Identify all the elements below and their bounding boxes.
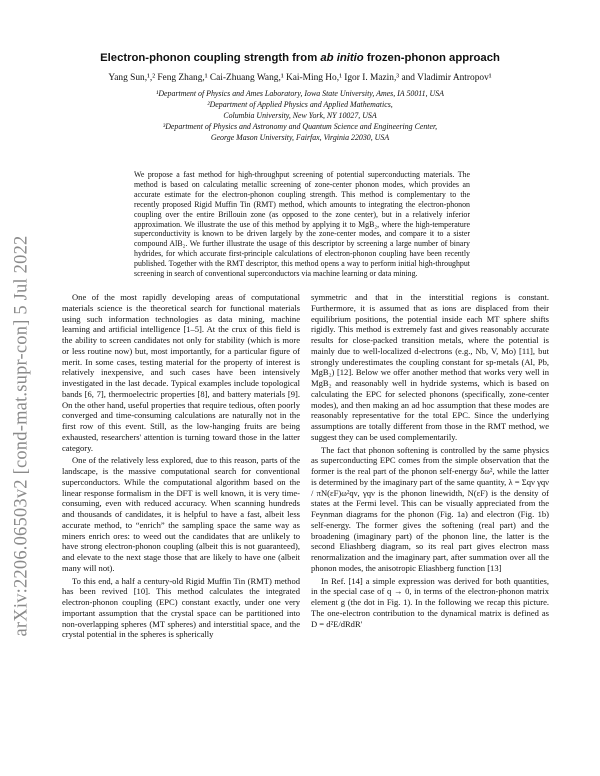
paper-title — [60, 52, 540, 64]
left-column — [62, 292, 300, 642]
affiliation-1: ¹Department of Physics and Ames Laboratory, Iowa State University, Ames, IA 50011, USA — [155, 89, 444, 98]
intro-paragraph-1: One of the most rapidly developing areas of computational materials science is the theoretical search for functional materials using such information technologies as data mining, machine learning and artificial intelligence [1–5]. At the crux of this field is the ability to screen candidates not only for stability (which is more or less routine now) but, most importantly, for a particular figure of merit. In some cases, testing material for the property of interest is relatively inexpensive, and such cases have been intensively investigated in the last decade. Typical examples include topological bands [6, 7], thermoelectric properties [8], and battery materials [9]. On the other hand, useful properties that require tedious, often poorly converged and time-consuming calculations are naturally not in the first row of this event. Still, as the low-hanging fruits are being exhausted, researchers' attention is turning toward those in the latter category. — [62, 292, 300, 453]
title-end: frozen-phonon approach — [363, 52, 500, 64]
affiliation-3-cont: George Mason University, Fairfax, Virginia 22030, USA — [210, 133, 390, 142]
intro-paragraph-2: One of the relatively less explored, due to this reason, parts of the landscape, is the massive computational search for conventional superconductors. While the computational algorithm based on the linear response formalism in the DFT is well known, it is very time-consuming, even with reduced accuracy. When scanning hundreds and thousands of candidates, it is helpful to have a fast, albeit less accurate method, to “enrich” the sampling space the same way as miners enrich ores: to weed out the candidates that are unlikely to have strong electron-phonon coupling (albeit this is not guaranteed), and elevate to the next stage those that are likely to have one (albeit many will not). — [62, 455, 300, 573]
right-paragraph-3: In Ref. [14] a simple expression was derived for both quantities, in the special case of q → 0, in terms of the electron-phonon matrix element g (the dot in Fig. 1). In the following we recap this picture. The one-electron contribution to the dynamical matrix is defined as D = d²E/dRdR′ — [311, 575, 549, 629]
title-main: Electron-phonon coupling strength from — [100, 52, 321, 64]
arxiv-sidebar — [2, 186, 42, 686]
author-list: Yang Sun,¹,² Feng Zhang,¹ Cai-Zhuang Wang,¹ Kai-Ming Ho,¹ Igor I. Mazin,³ and Vladimir Antropov¹ — [108, 73, 492, 83]
intro-paragraph-3: To this end, a half a century-old Rigid Muffin Tin (RMT) method has been revived [10]. This method calculates the integrated electron-phonon coupling (EPC) constant exactly, under one very important assumption that the crystal space can be partitioned into non-overlapping spheres (MT spheres) and interstitial space, and the crystal potential in the spheres is spherically — [62, 575, 300, 640]
arxiv-identifier: arXiv:2206.06503v2 [cond-mat.supr-con] 5 Jul 2022 — [11, 235, 32, 637]
right-paragraph-2: The fact that phonon softening is controlled by the same physics as superconducting EPC comes from the simple observation that the former is the real part of the phonon self-energy δω², while the latter is determined by the imaginary part of the same quantity, λ = Σqν γqν / πN(εF)ω²qν, γqν is the phonon linewidth, N(εF) is the density of states at the Fermi level. This can be visually appreciated from the Feynman diagrams for the phonon (Fig. 1a) and electron (Fig. 1b) self-energy. The former gives the softening (real part) and the broadening (imaginary part) of the phonon line, the latter is the second Eliashberg diagram, so its real part gives electron mass renormalization and the imaginary part, after summation over all the phonon modes, the anisotropic Eliashberg function [13] — [311, 444, 549, 573]
affiliation-2-cont: Columbia University, New York, NY 10027, USA — [223, 111, 377, 120]
title-italic: ab initio — [320, 52, 364, 64]
affiliation-3: ³Department of Physics and Astronomy and Quantum Science and Engineering Center, — [162, 122, 438, 131]
right-column — [311, 292, 549, 631]
right-paragraph-1: symmetric and that in the interstitial regions is constant. Furthermore, it is assumed that as ions are displaced from their equilibrium positions, the potential inside each MT sphere shifts rigidly. This method is extremely fast and gives reasonably accurate results for close-packed transition metals, where the potential is mainly due to well-localized d-electrons (e.g., Nb, V, Mo) [11], but strongly underestimates the coupling constant for sp-metals (Al, Pb, MgB₂) [12]. Below we offer another method that works very well in MgB₂ and reasonably well in hydride systems, which is based on calculating the EPC for selected phonons (specifically, zone-center modes), and then making an ad hoc assumption that these modes are reasonably representative for the total EPC. Since the underlying assumptions are totally different from those in the RMT method, we suggest they can be used complementarily. — [311, 292, 549, 442]
affiliation-2: ²Department of Applied Physics and Applied Mathematics, — [207, 100, 393, 109]
abstract: We propose a fast method for high-throughput screening of potential superconducting materials. The method is based on calculating metallic screening of zone-center phonon modes, which provides an accurate estimate for the electron-phonon coupling strength. This method is complementary to the recently proposed Rigid Muffin Tin (RMT) method, which amounts to integrating the electron-phonon coupling over the entire Brillouin zone (as opposed to the zone center), but in a relatively inferior approximation. We illustrate the use of this method by applying it to MgB₂, where the high-temperature superconductivity is known to be driven largely by the zone-center modes, and compare it to a sister compound AlB₂. We further illustrate the usage of this descriptor by screening a large number of binary hydrides, for which accurate first-principle calculations of electron-phonon coupling have been recently published. Together with the RMT descriptor, this method opens a way to perform initial high-throughput screening in search of conventional superconductors via machine learning or data mining. — [134, 170, 470, 279]
